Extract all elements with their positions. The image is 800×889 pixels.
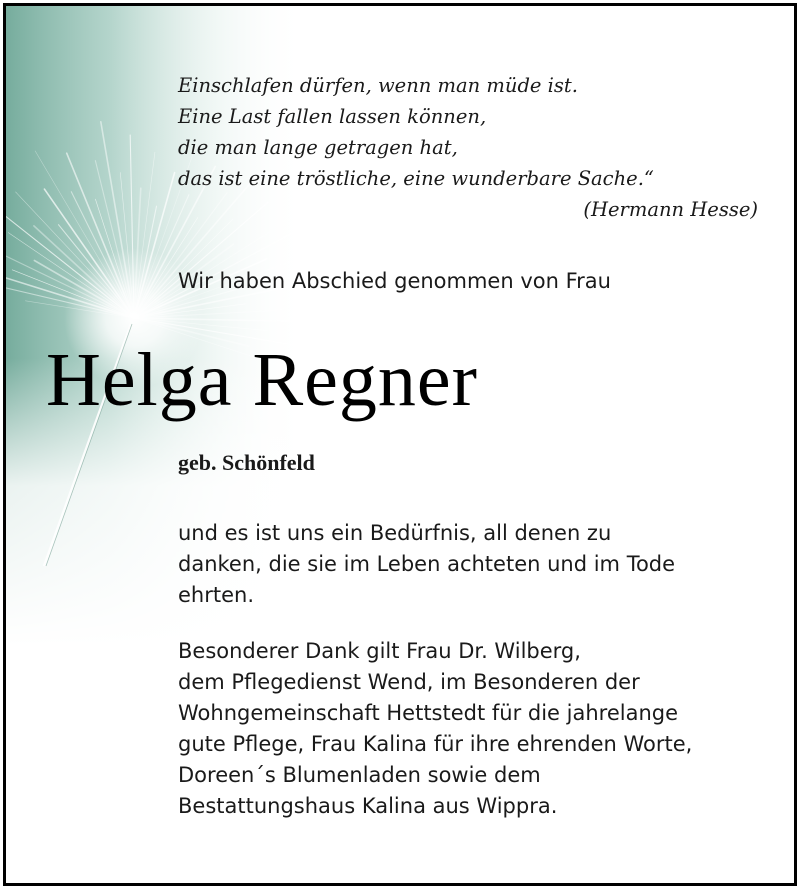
deceased-name: Helga Regner (46, 338, 478, 422)
special-thanks-line-3: Wohngemeinschaft Hettstedt für die jahrelange (178, 701, 679, 725)
thanks-line-1: und es ist uns ein Bedürfnis, all denen zu (178, 521, 612, 545)
quote-line-1: Einschlafen dürfen, wenn man müde ist. (178, 74, 578, 97)
thanks-line-3: ehrten. (178, 583, 255, 607)
quote-line-3: die man lange getragen hat, (178, 136, 458, 159)
special-thanks-line-2: dem Pflegedienst Wend, im Besonderen der (178, 670, 640, 694)
special-thanks-line-1: Besonderer Dank gilt Frau Dr. Wilberg, (178, 639, 581, 663)
farewell-intro: Wir haben Abschied genommen von Frau (178, 269, 611, 293)
special-thanks-line-4: gute Pflege, Frau Kalina für ihre ehrenden Worte, (178, 732, 693, 756)
thanks-line-2: danken, die sie im Leben achteten und im Tode (178, 552, 676, 576)
quote-author: (Hermann Hesse) (583, 198, 758, 221)
special-thanks-line-5: Doreen´s Blumenladen sowie dem (178, 763, 541, 787)
obituary-card (3, 3, 797, 886)
hesse-quote (178, 70, 768, 225)
thanks-paragraph (178, 518, 675, 611)
quote-line-2: Eine Last fallen lassen können, (178, 105, 487, 128)
birth-name: geb. Schönfeld (178, 450, 315, 475)
special-thanks-paragraph (178, 636, 692, 822)
special-thanks-line-6: Bestattungshaus Kalina aus Wippra. (178, 794, 558, 818)
quote-line-4: das ist eine tröstliche, eine wunderbare Sache.“ (178, 167, 654, 190)
